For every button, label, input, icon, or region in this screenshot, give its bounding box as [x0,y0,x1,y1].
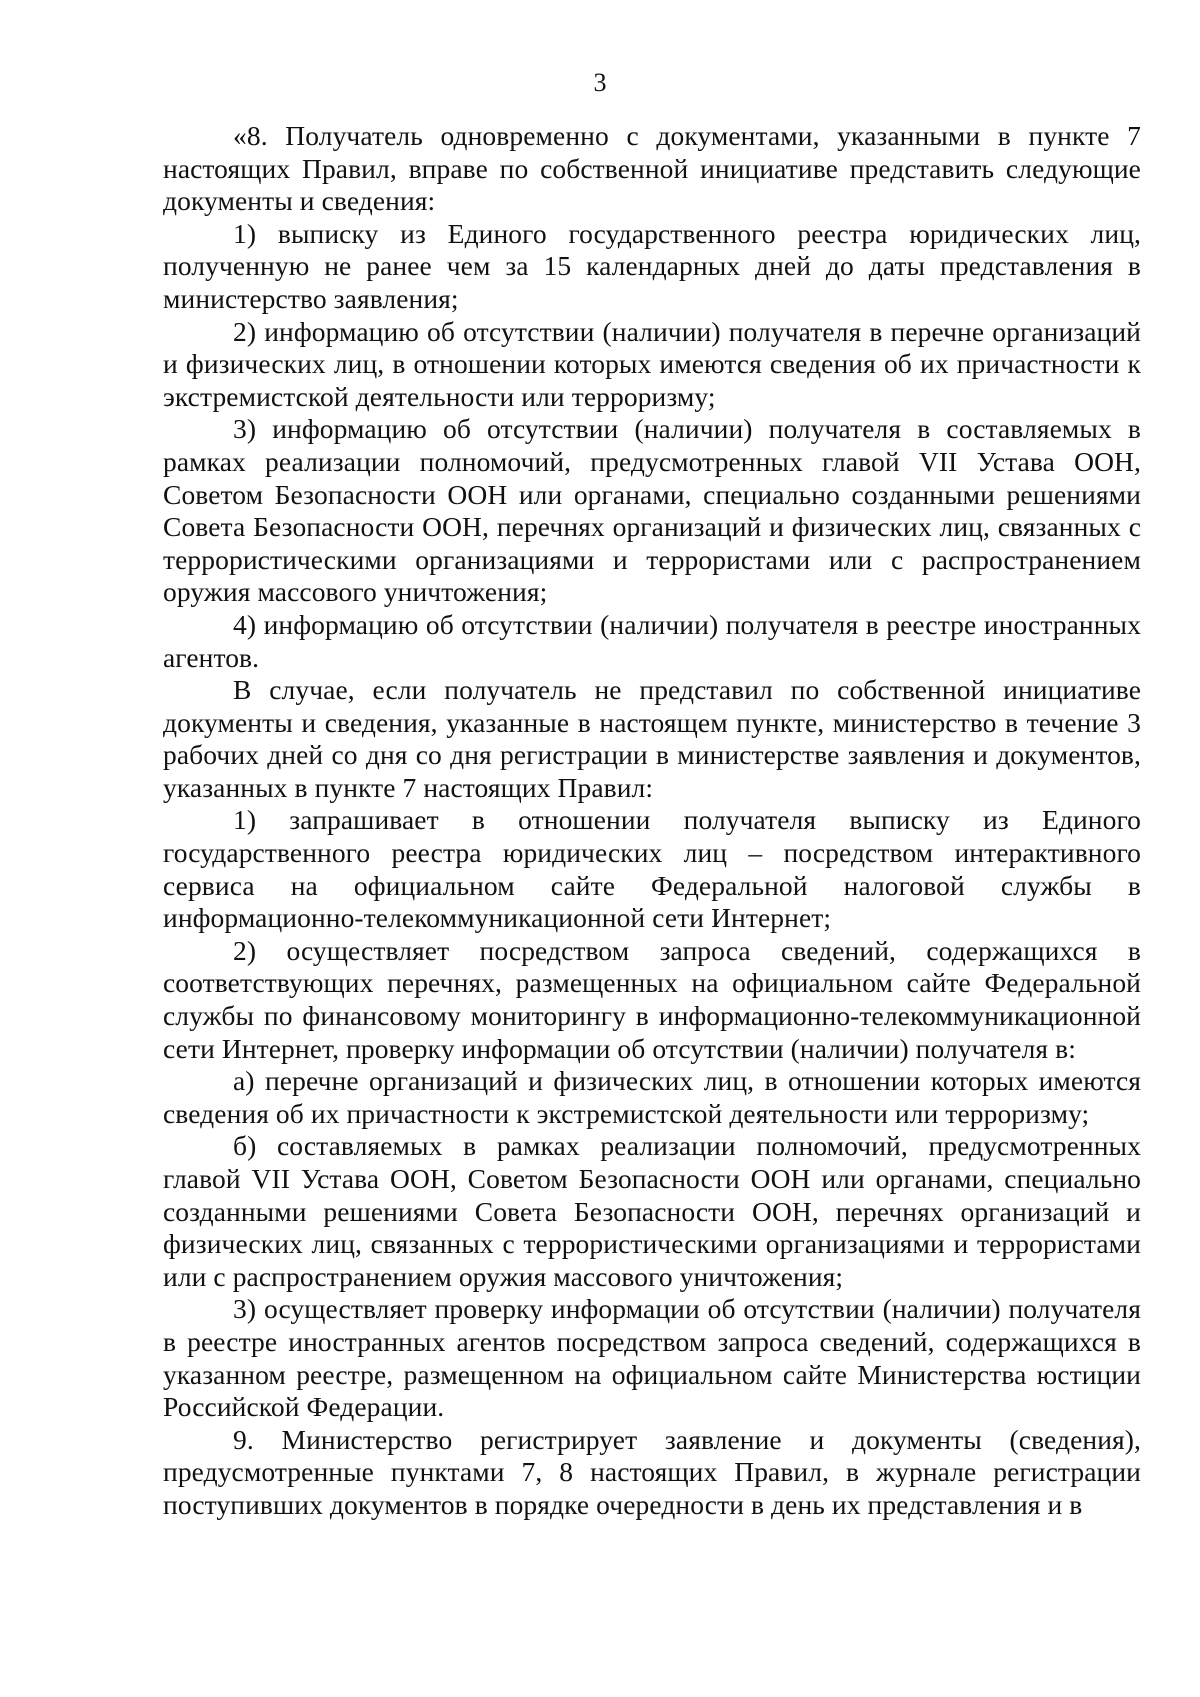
paragraph-8-item-1: 1) выписку из Единого государственного реестра юридических лиц, полученную не ранее чем за 15 календарных дней до даты представления в министерство заявления; [163,217,1141,314]
document-body [163,120,1141,1522]
paragraph-8-case-item-3: 3) осуществляет проверку информации об отсутствии (наличии) получателя в реестре иностранных агентов посредством запроса сведений, содержащихся в указанном реестре, размещенном на официальном сайте Министерства юстиции Российской Федерации. [163,1293,1141,1423]
paragraph-8-item-3: 3) информацию об отсутствии (наличии) получателя в составляемых в рамках реализации полномочий, предусмотренных главой VII Устава ООН, Советом Безопасности ООН или органами, специально созданными решениями Совета Безопасности ООН, перечнях организаций и физических лиц, связанных с террористическими организациями и террористами или с распространением оружия массового уничтожения; [163,413,1141,608]
paragraph-9: 9. Министерство регистрирует заявление и документы (сведения), предусмотренные пунктами 7, 8 настоящих Правил, в журнале регистрации поступивших документов в порядке очередности в день их представления и в [163,1423,1141,1520]
paragraph-8-case: В случае, если получатель не представил по собственной инициативе документы и сведения, указанные в настоящем пункте, министерство в течение 3 рабочих дней со дня со дня регистрации в министерстве заявления и документов, указанных в пункте 7 настоящих Правил: [163,674,1141,803]
paragraph-8-item-2: 2) информацию об отсутствии (наличии) получателя в перечне организаций и физических лиц, в отношении которых имеются сведения об их причастности к экстремистской деятельности или терроризму; [163,315,1141,412]
paragraph-8-case-item-2a: а) перечне организаций и физических лиц, в отношении которых имеются сведения об их причастности к экстремистской деятельности или терроризму; [163,1065,1141,1129]
page-number: 3 [593,68,607,97]
paragraph-8-item-4: 4) информацию об отсутствии (наличии) получателя в реестре иностранных агентов. [163,608,1141,673]
paragraph-8-case-item-2b: б) составляемых в рамках реализации полномочий, предусмотренных главой VII Устава ООН, Советом Безопасности ООН или органами, специально созданными решениями Совета Безопасности ООН, перечнях организаций и физических лиц, связанных с террористическими организациями и террористами или с распространением оружия массового уничтожения; [163,1130,1141,1292]
paragraph-8-case-item-1: 1) запрашивает в отношении получателя выписку из Единого государственного реестра юридических лиц – посредством интерактивного сервиса на официальном сайте Федеральной налоговой службы в информационно-телекоммуникационной сети Интернет; [163,804,1141,934]
paragraph-8-case-item-2: 2) осуществляет посредством запроса сведений, содержащихся в соответствующих перечнях, размещенных на официальном сайте Федеральной службы по финансовому мониторингу в информационно-телекоммуникационной сети Интернет, проверку информации об отсутствии (наличии) получателя в: [163,934,1141,1064]
paragraph-8-intro: «8. Получатель одновременно с документами, указанными в пункте 7 настоящих Правил, вправе по собственной инициативе представить следующие документы и сведения: [163,120,1141,217]
